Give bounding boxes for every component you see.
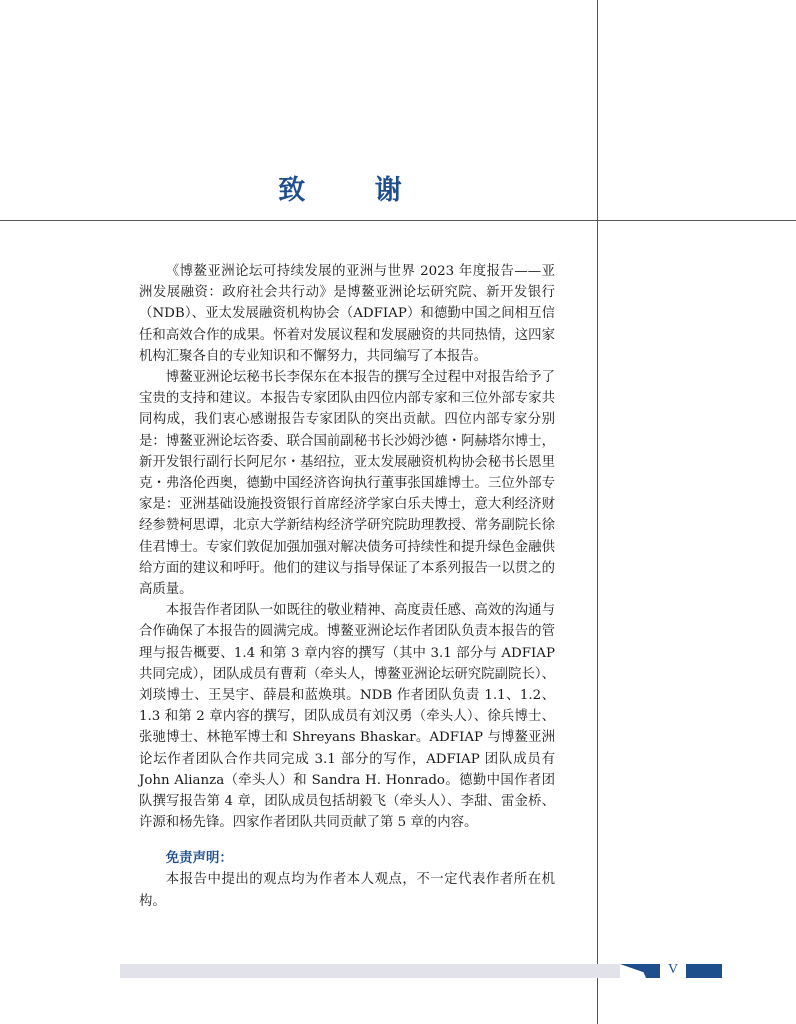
paragraph-intro: 《博鳌亚洲论坛可持续发展的亚洲与世界 2023 年度报告——亚洲发展融资：政府社会共行动》是博鳌亚洲论坛研究院、新开发银行（NDB）、亚太发展融资机构协会（ADFIAP）和德勤中国之间相互信任和高效合作的成果。怀着对发展议程和发展融资的共同热情，这四家机构汇聚各自的专业知识和不懈努力，共同编写了本报告。 <box>139 264 555 364</box>
paragraph-authors: 本报告作者团队一如既往的敬业精神、高度责任感、高效的沟通与合作确保了本报告的圆满完成。博鳌亚洲论坛作者团队负责本报告的管理与报告概要、1.4 和第 3 章内容的撰写（其中 3.1 部分与 ADFIAP 共同完成），团队成员有曹莉（牵头人，博鳌亚洲论坛研究院副院长）、刘琰博士、王昊宇、薛晨和蓝焕琪。NDB 作者团队负责 1.1、1.2、1.3 和第 2 章内容的撰写，团队成员有刘汉勇（牵头人）、徐兵博士、张驰博士、林艳军博士和 Shreyans Bhaskar。ADFIAP 与博鳌亚洲论坛作者团队合作共同完成 3.1 部分的写作，ADFIAP 团队成员有 John Alianza（牵头人）和 Sandra H. Honrado。德勤中国作者团队撰写报告第 4 章，团队成员包括胡毅飞（牵头人）、李甜、雷金桥、许源和杨先锋。四家作者团队共同贡献了第 5 章的内容。 <box>139 603 555 831</box>
vertical-rule <box>597 0 598 1024</box>
page-title: 致 谢 <box>278 175 432 206</box>
disclaimer-heading: 免责声明： <box>165 850 233 867</box>
footer-accent-block <box>686 964 722 978</box>
horizontal-rule <box>0 220 796 221</box>
disclaimer-text: 本报告中提出的观点均为作者本人观点，不一定代表作者所在机构。 <box>139 872 555 909</box>
footer-bar <box>120 964 620 978</box>
page-number: V <box>667 962 679 977</box>
acknowledgement-body <box>139 261 555 912</box>
paragraph-experts: 博鳌亚洲论坛秘书长李保东在本报告的撰写全过程中对报告给予了宝贵的支持和建议。本报告专家团队由四位内部专家和三位外部专家共同构成，我们衷心感谢报告专家团队的突出贡献。四位内部专家分别是：博鳌亚洲论坛咨委、联合国前副秘书长沙姆沙德・阿赫塔尔博士，新开发银行副行长阿尼尔・基绍拉，亚太发展融资机构协会秘书长恩里克・弗洛伦西奥，德勤中国经济咨询执行董事张国雄博士。三位外部专家是：亚洲基础设施投资银行首席经济学家白乐夫博士，意大利经济财经参赞柯思谭，北京大学新结构经济学研究院助理教授、常务副院长徐佳君博士。专家们敦促加强加强对解决债务可持续性和提升绿色金融供给方面的建议和呼吁。他们的建议与指导保证了本系列报告一以贯之的高质量。 <box>139 370 555 598</box>
